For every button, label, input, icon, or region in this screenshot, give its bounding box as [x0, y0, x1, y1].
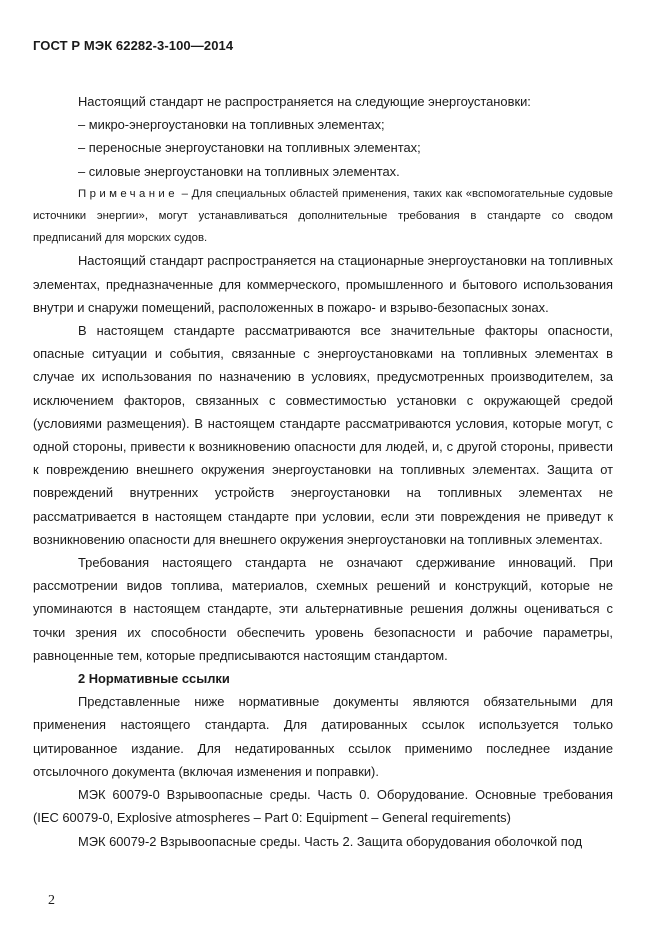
- reference-entry: МЭК 60079-0 Взрывоопасные среды. Часть 0. Оборудование. Основные требования (IEC 60079-0, Explosive atmospheres – Part 0: Equipment – General requirements): [33, 787, 613, 826]
- body-paragraph: Требования настоящего стандарта не означают сдерживание инноваций. При рассмотрении видов топлива, материалов, схемных решений и конструкций, которые не упоминаются в настоящем стандарте, эти альтернативные решения должны оцениваться с точки зрения их способности обеспечить уровень безопасности и рабочие параметры, равноценные тем, которые предписываются настоящим стандартом.: [33, 555, 613, 663]
- note-label: Примечание: [78, 187, 178, 200]
- body-paragraph: Настоящий стандарт распространяется на стационарные энергоустановки на топливных элементах, предназначенные для коммерческого, промышленного и бытового использования внутри и снаружи помещений, расположенных в пожаро- и взрыво-безопасных зонах.: [33, 253, 613, 315]
- page-number: 2: [48, 893, 55, 908]
- note-paragraph: [33, 183, 613, 250]
- scope-item: – микро-энергоустановки на топливных элементах;: [78, 117, 385, 133]
- scope-intro: Настоящий стандарт не распространяется на следующие энергоустановки:: [78, 94, 531, 109]
- section-heading: 2 Нормативные ссылки: [78, 671, 230, 687]
- scope-item: – переносные энергоустановки на топливных элементах;: [78, 140, 421, 156]
- scope-item: – силовые энергоустановки на топливных элементах.: [78, 163, 400, 179]
- note-text: – Для специальных областей применения, таких как «вспомогательные судовые источники энергии», могут устанавливаться дополнительные требования в стандарте со сводом предписаний для морских судов.: [33, 187, 613, 245]
- section-intro: Представленные ниже нормативные документы являются обязательными для применения настоящего стандарта. Для датированных ссылок используется только цитированное издание. Для недатированных ссылок применимо последнее издание отсылочного документа (включая изменения и поправки).: [33, 694, 613, 779]
- reference-entry: МЭК 60079-2 Взрывоопасные среды. Часть 2. Защита оборудования оболочкой под: [78, 833, 583, 849]
- document-header-title: ГОСТ Р МЭК 62282-3-100—2014: [33, 38, 234, 53]
- document-body: [33, 90, 613, 853]
- body-paragraph: В настоящем стандарте рассматриваются все значительные факторы опасности, опасные ситуации и события, связанные с энергоустановками на топливных элементах в случае их использования по назначению в условиях, предусмотренных производителем, за исключением факторов, связанных с совместимостью установки с окружающей средой (условиями размещения). В настоящем стандарте рассматриваются условия, которые могут, с одной стороны, привести к возникновению опасности для людей, и, с другой стороны, привести к повреждению внешнего окружения энергоустановки на топливных элементах. Защита от повреждений внутренних устройств энергоустановки на топливных элементах не рассматривается в настоящем стандарте при условии, если эти повреждения не приведут к возникновению опасности для внешнего окружения энергоустановки на топливных элементах.: [33, 323, 613, 547]
